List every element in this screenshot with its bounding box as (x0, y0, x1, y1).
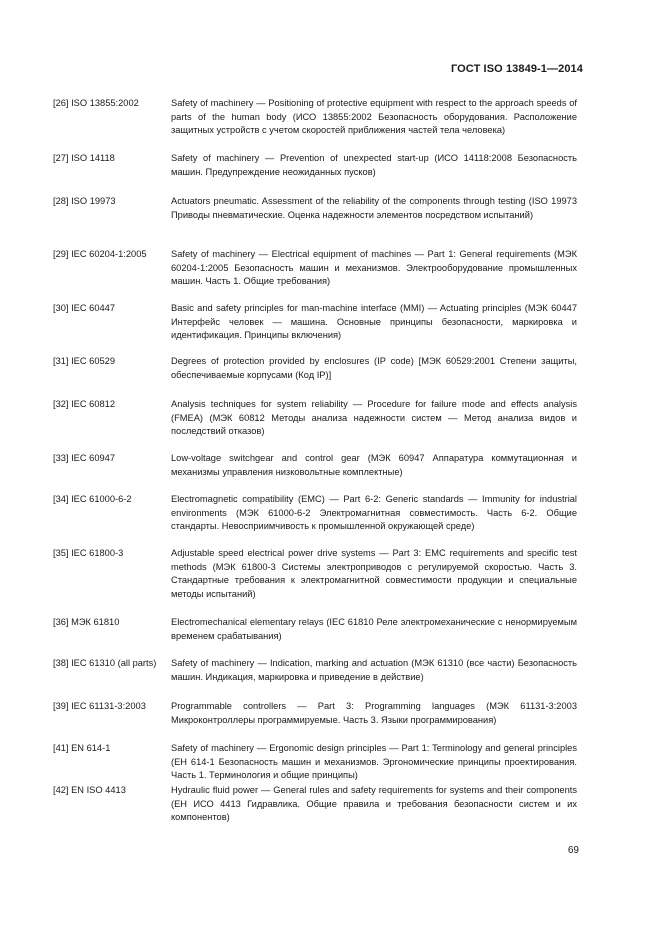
page-number: 69 (567, 845, 579, 856)
reference-text: Adjustable speed electrical power drive systems — Part 3: EMC requirements and specific test methods (МЭК 61800-3 Системы электроприводов с регулируемой скоростью. Часть 3. Стандартные требования к электромагнитной совместимости продукции и специальные методы испытаний) (171, 548, 577, 599)
reference-id: [36] МЭК 61810 (53, 617, 120, 627)
reference-id: [33] IEC 60947 (53, 453, 116, 463)
reference-id: [31] IEC 60529 (53, 356, 116, 366)
reference-text: Safety of machinery — Ergonomic design principles — Part 1: Terminology and general principles (ЕН 614-1 Безопасность машин и механизмов. Эргономические принципы проектирования. Часть 1. Терминология и общие принципы) (171, 743, 577, 780)
reference-entry (53, 493, 577, 534)
reference-id: [30] IEC 60447 (53, 303, 116, 313)
reference-id: [26] ISO 13855:2002 (53, 98, 139, 108)
reference-text: Actuators pneumatic. Assessment of the reliability of the components through testing (ISO 19973 Приводы пневматические. Оценка надежности элементов посредством испытаний) (171, 196, 577, 220)
reference-text: Hydraulic fluid power — General rules and safety requirements for systems and their components (ЕН ИСО 4413 Гидравлика. Общие правила и требования безопасности систем и их компонентов) (171, 785, 577, 822)
reference-entry (53, 248, 577, 289)
reference-text: Electromagnetic compatibility (EMC) — Part 6-2: Generic standards — Immunity for industrial environments (МЭК 61000-6-2 Электромагнитная совместимость. Часть 6-2. Общие стандарты. Невосприимчивость к промышленной окружающей среде) (171, 494, 577, 531)
reference-entry (53, 784, 577, 825)
reference-text: Programmable controllers — Part 3: Programming languages (МЭК 61131-3:2003 Микроконтроллеры программируемые. Часть 3. Языки программирования) (171, 701, 577, 725)
reference-entry (53, 657, 577, 684)
reference-entry (53, 742, 577, 783)
reference-text: Electromechanical elementary relays (IEC 61810 Реле электромеханические с ненормируемым временем срабатывания) (171, 617, 577, 641)
reference-entry (53, 547, 577, 601)
reference-id: [28] ISO 19973 (53, 196, 116, 206)
reference-text: Analysis techniques for system reliability — Procedure for failure mode and effects analysis (FMEA) (МЭК 60812 Методы анализа надежности систем — Метод анализа видов и последствий отказов) (171, 399, 577, 436)
reference-entry (53, 452, 577, 479)
reference-entry (53, 152, 577, 179)
reference-id: [27] ISO 14118 (53, 153, 115, 163)
reference-id: [41] EN 614-1 (53, 743, 111, 753)
reference-text: Safety of machinery — Indication, marking and actuation (МЭК 61310 (все части) Безопасность машин. Индикация, маркировка и приведение в действие) (171, 658, 577, 682)
reference-text: Safety of machinery — Prevention of unexpected start-up (ИСО 14118:2008 Безопасность машин. Предупреждение неожиданных пусков) (171, 153, 577, 177)
reference-id: [34] IEC 61000-6-2 (53, 494, 132, 504)
reference-id: [42] EN ISO 4413 (53, 785, 126, 795)
reference-text: Safety of machinery — Positioning of protective equipment with respect to the approach speeds of parts of the human body (ИСО 13855:2002 Безопасность оборудования. Расположение защитных устройств с учетом скоростей приближения частей тела человека) (171, 98, 577, 135)
reference-text: Degrees of protection provided by enclosures (IP code) [МЭК 60529:2001 Степени защиты, обеспечиваемые корпусами (Код IP)] (171, 356, 577, 380)
reference-entry (53, 398, 577, 439)
reference-entry (53, 700, 577, 727)
reference-id: [39] IEC 61131-3:2003 (53, 701, 146, 711)
reference-entry (53, 355, 577, 382)
reference-id: [29] IEC 60204-1:2005 (53, 249, 147, 259)
reference-id: [38] IEC 61310 (all parts) (53, 658, 157, 668)
reference-text: Safety of machinery — Electrical equipment of machines — Part 1: General requirements (МЭК 60204-1:2005 Безопасность машин и механизмов. Электрооборудование промышленных машин. Часть 1. Общие требования) (171, 249, 577, 286)
reference-entry (53, 195, 577, 222)
reference-id: [32] IEC 60812 (53, 399, 116, 409)
reference-entry (53, 97, 577, 138)
reference-entry (53, 302, 577, 343)
document-header: ГОСТ ISO 13849-1—2014 (450, 63, 583, 75)
reference-text: Low-voltage switchgear and control gear (МЭК 60947 Аппаратура коммутационная и механизмы управления низковольтные комплектные) (171, 453, 577, 477)
reference-text: Basic and safety principles for man-machine interface (MMI) — Actuating principles (МЭК 60447 Интерфейс человек — машина. Основные принципы безопасности, маркировка и идентификация. Принципы включения) (171, 303, 577, 340)
reference-id: [35] IEC 61800-3 (53, 548, 124, 558)
reference-entry (53, 616, 577, 643)
